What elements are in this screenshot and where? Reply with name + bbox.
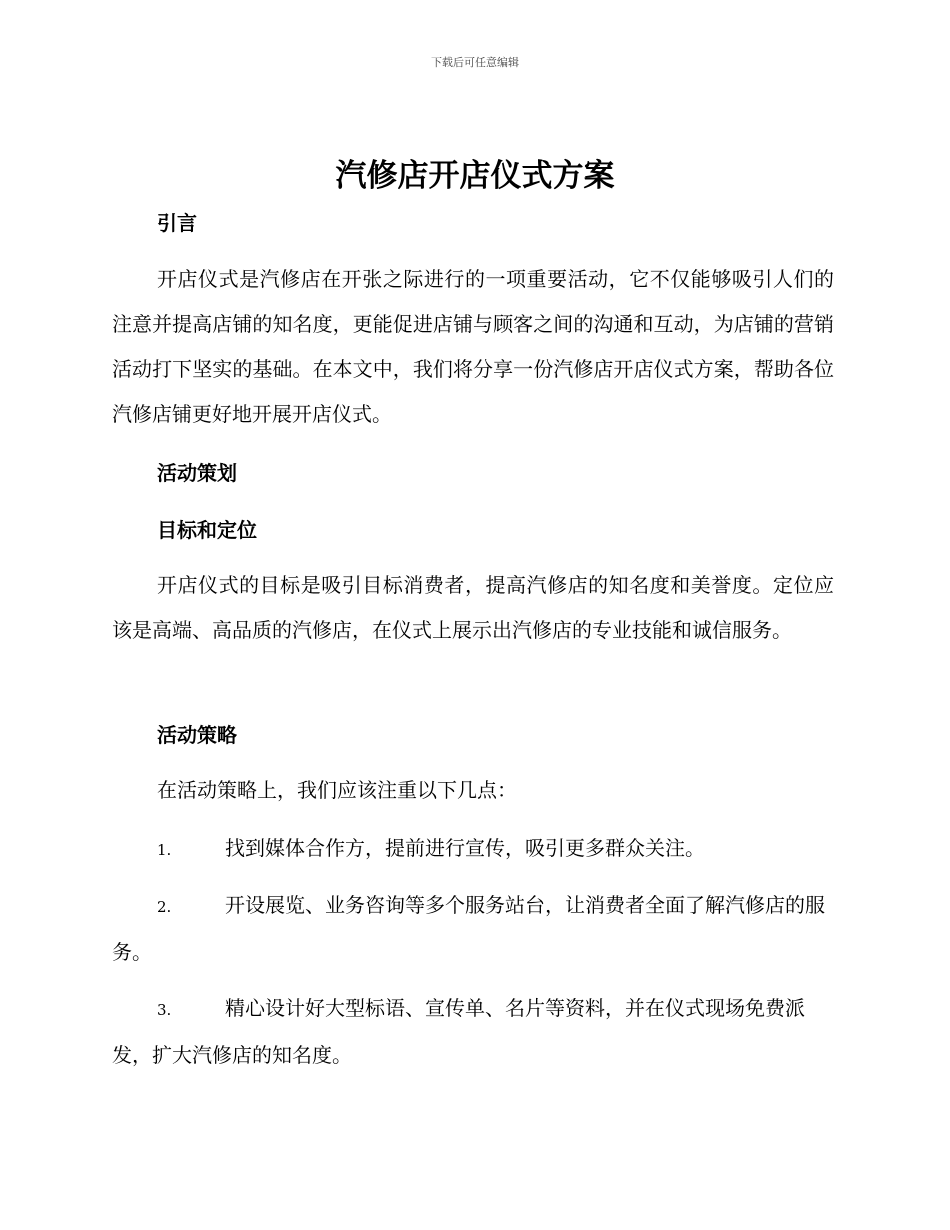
page-header-note: 下载后可任意编辑 [431,56,519,69]
strategy-heading: 活动策略 [157,723,237,747]
goal-heading: 目标和定位 [157,518,257,542]
intro-heading: 引言 [157,211,197,235]
list-item-number: 1. [157,841,172,859]
strategy-intro-paragraph: 在活动策略上，我们应该注重以下几点： [157,778,517,802]
list-item-number: 3. [157,1001,172,1019]
list-item-text: 找到媒体合作方，提前进行宣传，吸引更多群众关注。 [225,836,705,860]
list-item-text: 精心设计好大型标语、宣传单、名片等资料，并在仪式现场免费派发，扩大汽修店的知名度。 [112,996,805,1067]
goal-paragraph: 开店仪式的目标是吸引目标消费者，提高汽修店的知名度和美誉度。定位应该是高端、高品质的汽修店，在仪式上展示出汽修店的专业技能和诚信服务。 [112,573,834,642]
list-item [112,883,834,975]
document-title: 汽修店开店仪式方案 [335,158,615,194]
intro-paragraph: 开店仪式是汽修店在开张之际进行的一项重要活动，它不仅能够吸引人们的注意并提高店铺的知名度，更能促进店铺与顾客之间的沟通和互动，为店铺的营销活动打下坚实的基础。在本文中，我们将分享一份汽修店开店仪式方案，帮助各位汽修店铺更好地开展开店仪式。 [112,267,834,426]
list-item [112,826,834,873]
list-item-text: 开设展览、业务咨询等多个服务站台，让消费者全面了解汽修店的服务。 [112,893,825,964]
list-item-number: 2. [157,898,172,916]
planning-heading: 活动策划 [157,461,237,485]
list-item [112,986,834,1078]
